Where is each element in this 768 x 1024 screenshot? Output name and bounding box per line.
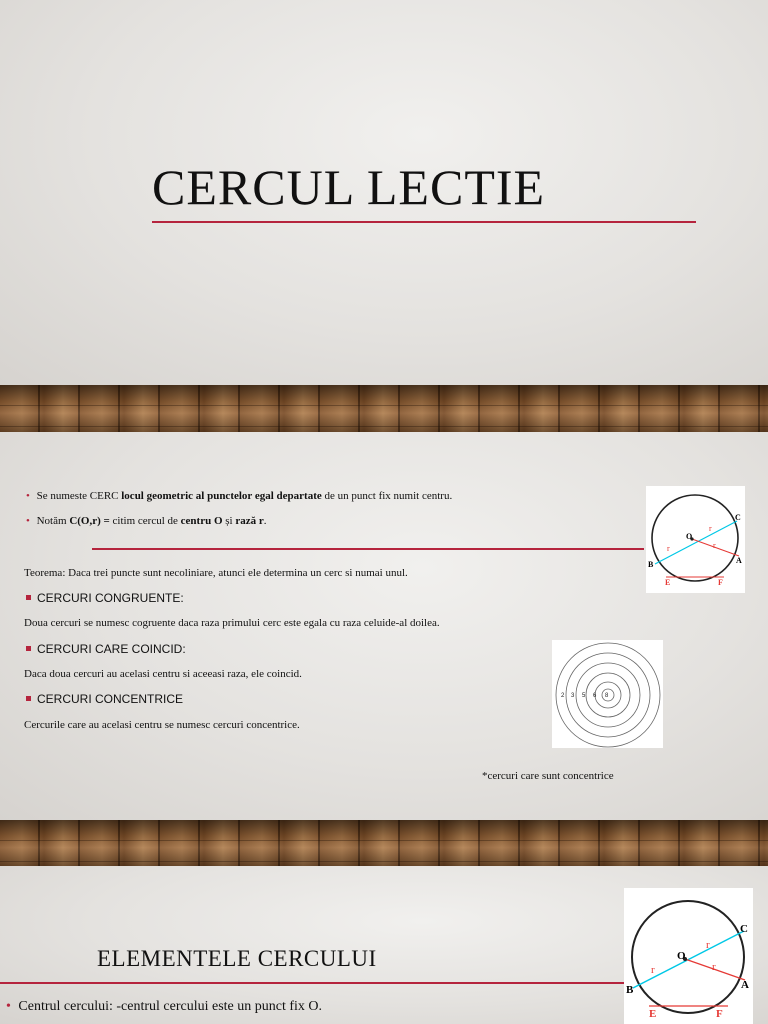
circle-diagram — [646, 486, 745, 593]
notation-bullet: • Notăm C(O,r) = citim cercul de centru O și rază r. — [26, 515, 267, 527]
label-o: O — [686, 532, 693, 541]
label-r: r — [712, 961, 716, 973]
bullet-dot: • — [26, 515, 30, 527]
section-divider — [92, 548, 644, 550]
concentric-circles-diagram — [552, 640, 663, 748]
label-f: F — [718, 578, 723, 587]
label-b: B — [626, 984, 634, 996]
concentric-label: 2 — [561, 693, 565, 699]
center-bullet: • Centrul cercului: -centrul cercului este un punct fix O. — [6, 999, 323, 1014]
concentric-caption: *cercuri care sunt concentrice — [482, 770, 614, 782]
bullet-dot: • — [26, 490, 30, 502]
label-r: r — [713, 541, 716, 550]
label-r: r — [651, 964, 655, 976]
label-e: E — [665, 578, 671, 587]
label-r: r — [706, 939, 710, 951]
teorema-text: Teorema: Daca trei puncte sunt necoliniare, atunci ele determina un cerc si numai unul. — [24, 567, 408, 579]
label-r: r — [709, 524, 712, 533]
slide-title-text: CERCUL LECTIE — [152, 159, 546, 215]
label-f: F — [716, 1008, 723, 1020]
heading-concentrice: CERCURI CONCENTRICE — [26, 692, 183, 706]
square-bullet — [26, 646, 31, 651]
square-bullet — [26, 696, 31, 701]
label-o: O — [677, 950, 686, 962]
concentric-label: 6 — [593, 693, 597, 699]
concentric-label: 3 — [571, 693, 575, 699]
definition-bullet: • Se numeste CERC locul geometric al punctelor egal departate de un punct fix numit centru. — [26, 490, 453, 502]
heading-coincid: CERCURI CARE COINCID: — [26, 642, 186, 656]
label-e: E — [649, 1008, 657, 1020]
square-bullet — [26, 595, 31, 600]
concentric-label: 8 — [605, 693, 609, 699]
heading-congruente: CERCURI CONGRUENTE: — [26, 591, 184, 605]
concentric-label: 5 — [582, 693, 586, 699]
text-congruente: Doua cercuri se numesc cogruente daca raza primului cerc este egala cu raza celuide-al doilea. — [24, 617, 440, 629]
label-c: C — [735, 513, 741, 522]
wood-floor-divider — [0, 820, 768, 866]
slide-title — [0, 0, 768, 385]
label-r: r — [667, 544, 670, 553]
label-a: A — [741, 979, 749, 991]
circle-diagram-large — [624, 888, 753, 1024]
slide3-underline — [0, 982, 660, 984]
label-b: B — [648, 560, 654, 569]
label-c: C — [740, 923, 748, 935]
bullet-dot: • — [6, 999, 11, 1014]
slide3-title: ELEMENTELE CERCULUI — [97, 946, 377, 971]
text-concentrice: Cercurile care au acelasi centru se numesc cercuri concentrice. — [24, 719, 300, 731]
label-a: A — [736, 556, 742, 565]
title-underline — [152, 221, 696, 223]
text-coincid: Daca doua cercuri au acelasi centru si aceeasi raza, ele coincid. — [24, 668, 302, 680]
wood-floor-divider — [0, 385, 768, 432]
